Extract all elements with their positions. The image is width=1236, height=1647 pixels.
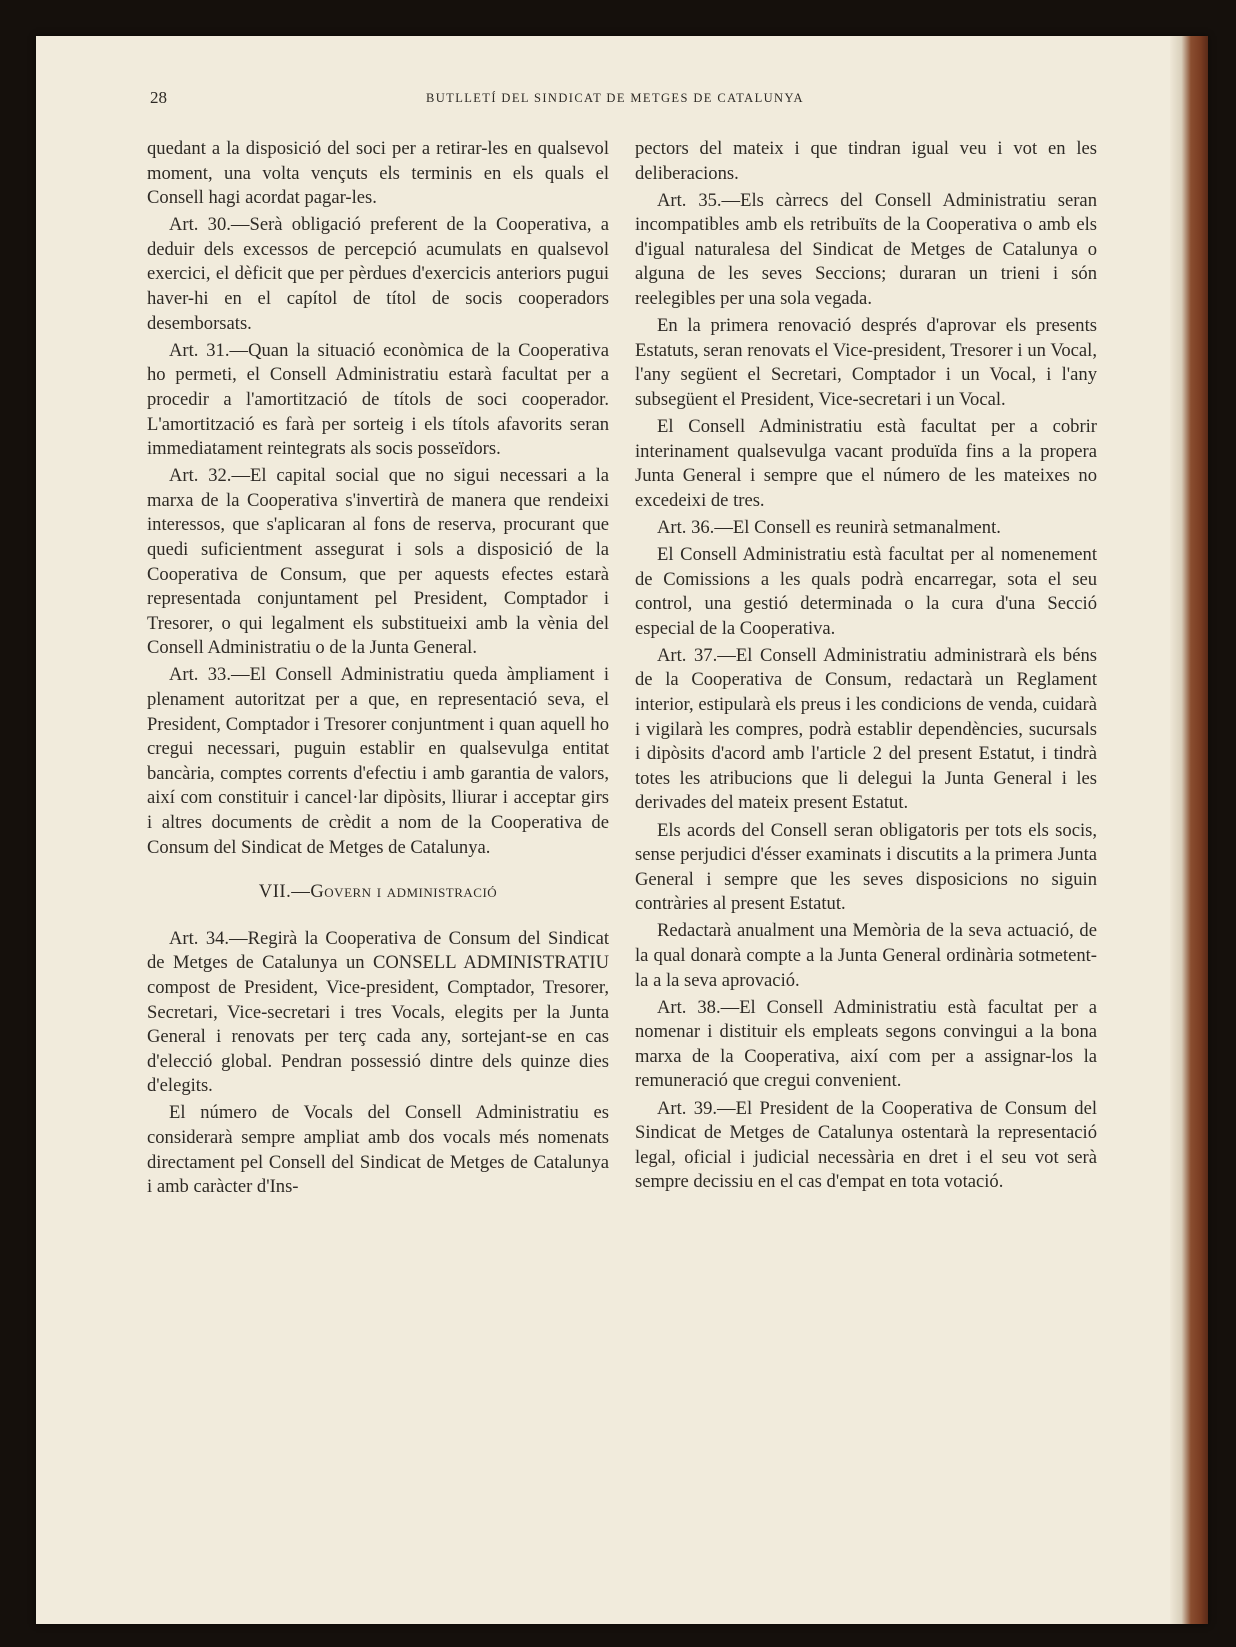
paragraph: Art. 32.—El capital social que no sigui necessari a la marxa de la Cooperativa s'invertirà de manera que rendeixi interessos, que s'aplicaran al fons de reserva, procurant que quedi suficientment assegurat i sols a disposició de la Cooperativa de Consum, que per aquests efectes estarà representada conjuntament pel President, Comptador i Tresorer, o qui legalment els substitueixi amb la vènia del Consell Administratiu o de la Junta General. — [147, 465, 609, 659]
paragraph: pectors del mateix i que tindran igual veu i vot en les deliberacions. — [635, 138, 1097, 184]
paragraph: Art. 33.—El Consell Administratiu queda àmpliament i plenament autoritzat per a que, en representació seva, el President, Comptador i Tresorer conjuntment i quan aquell ho cregui necessari, puguin establir en qualsevulga entitat bancària, comptes corrents d'efectiu i amb garantia de valors, així com constituir i cancel·lar dipòsits, lliurar i acceptar girs i altres documents de crèdit a nom de la Cooperativa de Consum del Sindicat de Metges de Catalunya. — [147, 664, 609, 858]
paragraph: Art. 39.—El President de la Cooperativa de Consum del Sindicat de Metges de Catalunya ostentarà la representació legal, oficial i judicial necessària en dret i el seu vot serà sempre decissiu en el cas d'empat en tota votació. — [635, 1097, 1097, 1193]
paragraph: Art. 37.—El Consell Administratiu administrarà els béns de la Cooperativa de Consum, redactarà un Reglament interior, estipularà els preus i les condicions de venda, cuidarà i vigilarà les compres, podrà establir dependències, sucursals i dipòsits d'acord amb l'article 2 del present Estatut, i tindrà totes les atribucions que li delegui la Junta General i les derivades del mateix present Estatut. — [635, 644, 1097, 814]
page-header — [36, 88, 1208, 112]
section-heading-text: Govern i administració — [310, 881, 498, 903]
paragraph: El Consell Administratiu està facultat per al nomenement de Comissions a les quals podrà encarregar, sota el seu control, una gestió determinada o la cura d'una Secció especial de la Cooperativa. — [635, 544, 1097, 639]
right-column — [635, 137, 1097, 1197]
page-number: 28 — [150, 88, 167, 107]
paragraph: Art. 30.—Serà obligació preferent de la Cooperativa, a deduir dels excessos de percepció acumulats en qualsevol exercici, el dèficit que per pèrdues d'exercicis anteriors pugui haver-hi en el capítol de títol de socis cooperadors desemborsats. — [147, 214, 609, 334]
left-column — [147, 137, 609, 1202]
paragraph: Art. 38.—El Consell Administratiu està facultat per a nomenar i distituir els empleats segons convingui a la bona marxa de la Cooperativa, així com per a assignar-los la remuneració que cregui convenient. — [635, 996, 1097, 1092]
section-heading — [147, 880, 609, 905]
paragraph: En la primera renovació després d'aprovar els presents Estatuts, seran renovats el Vice-president, Tresorer i un Vocal, l'any següent el Secretari, Comptador i un Vocal, i l'any subsegüent el President, Vice-secretari i un Vocal. — [635, 315, 1097, 410]
section-heading-prefix: VII.— — [258, 881, 311, 903]
paragraph: El número de Vocals del Consell Administratiu es considerarà sempre ampliat amb dos vocals més nomenats directament pel Consell del Sindicat de Metges de Catalunya i amb caràcter d'Ins- — [147, 1102, 609, 1198]
document-page — [36, 36, 1208, 1624]
book-spine — [1170, 36, 1208, 1624]
paragraph: Els acords del Consell seran obligatoris per tots els socis, sense perjudici d'ésser examinats i discutits a la primera Junta General i sempre que les seves disposicions no siguin contràries al present Estatut. — [635, 819, 1097, 915]
paragraph: Art. 31.—Quan la situació econòmica de la Cooperativa ho permeti, el Consell Administratiu estarà facultat per a procedir a l'amortització de títols de soci cooperador. L'amortització es farà per sorteig i els títols afavorits seran immediatament reintegrats als socis posseïdors. — [147, 339, 609, 460]
paragraph: quedant a la disposició del soci per a retirar-les en qualsevol moment, una volta vençuts els terminis en els quals el Consell hagi acordat pagar-les. — [147, 138, 609, 209]
paragraph: Redactarà anualment una Memòria de la seva actuació, de la qual donarà compte a la Junta General ordinària sotmetent-la a la seva aprovació. — [635, 920, 1097, 991]
paragraph: Art. 35.—Els càrrecs del Consell Administratiu seran incompatibles amb els retribuïts de la Cooperativa o amb els d'igual naturalesa del Sindicat de Metges de Catalunya o alguna de les seves Seccions; duraran un trieni i són reelegibles per una sola vegada. — [635, 189, 1097, 310]
running-title: BUTLLETÍ DEL SINDICAT DE METGES DE CATALUNYA — [426, 91, 804, 105]
paragraph: Art. 36.—El Consell es reunirà setmanalment. — [657, 516, 1001, 538]
paragraph: Art. 34.—Regirà la Cooperativa de Consum del Sindicat de Metges de Catalunya un CONSELL ADMINISTRATIU compost de President, Vice-president, Comptador, Tresorer, Secretari, Vice-secretari i tres Vocals, elegits per la Junta General i renovats per terç cada any, sortejant-se en cas d'elecció global. Pendran possessió dintre dels quinze dies d'elegits. — [147, 927, 609, 1097]
paragraph: El Consell Administratiu està facultat per a cobrir interinament qualsevulga vacant produïda fins a la propera Junta General i sempre que el número de les mateixes no excedeixi de tres. — [635, 416, 1097, 511]
